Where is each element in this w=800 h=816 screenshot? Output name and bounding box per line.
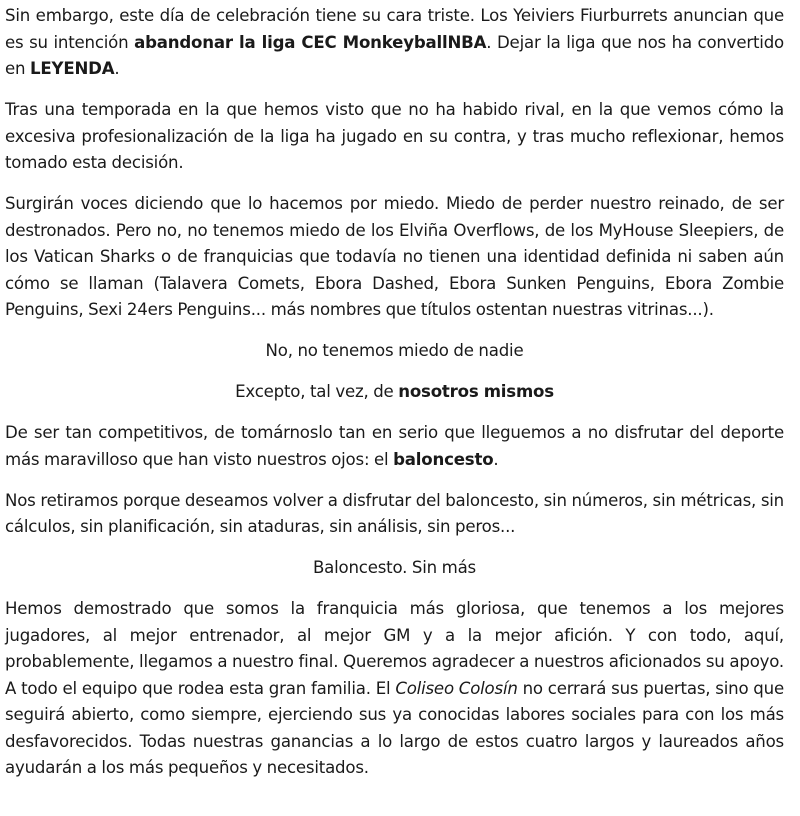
paragraph-season: Tras una temporada en la que hemos visto que no ha habido rival, en la que vemos cómo la excesiva profesionalización de la liga ha jugado en su contra, y tras mucho reflexionar, hemos tomado esta decisión. xyxy=(5,100,784,172)
bold-text: baloncesto xyxy=(393,449,494,469)
bold-text: abandonar la liga CEC MonkeyballNBA xyxy=(134,32,487,52)
centered-line-no-fear: No, no tenemos miedo de nadie xyxy=(265,341,524,360)
bold-text: nosotros mismos xyxy=(398,382,554,401)
paragraph-retire: Nos retiramos porque deseamos volver a disfrutar del baloncesto, sin números, sin métricas, sin cálculos, sin planificación, sin ataduras, sin análisis, sin peros... xyxy=(5,490,784,536)
bold-text: LEYENDA xyxy=(30,59,115,78)
italic-text: Coliseo Colosín xyxy=(395,678,518,698)
paragraph-fear: Surgirán voces diciendo que lo hacemos por miedo. Miedo de perder nuestro reinado, de ser destronados. Pero no, no tenemos miedo de los Elviña Overflows, de los MyHouse Sleepiers, de los Vatican Sharks o de franquicias que todavía no tienen una identidad definida ni saben aún cómo se llaman (Talavera Comets, Ebora Dashed, Ebora Sunken Penguins, Ebora Zombie Penguins, Sexi 24ers Penguins... más nombres que títulos ostentan nuestras vitrinas...). xyxy=(5,194,784,319)
centered-line-basketball: Baloncesto. Sin más xyxy=(312,558,477,577)
paragraph-competitive: De ser tan competitivos, de tomárnoslo tan en serio que lleguemos a no disfrutar del deporte más maravilloso que han visto nuestros ojos: el baloncesto. xyxy=(5,423,784,469)
paragraph-announcement: Sin embargo, este día de celebración tiene su cara triste. Los Yeiviers Fiurburrets anuncian que es su intención abandonar la liga CEC MonkeyballNBA. Dejar la liga que nos ha convertido en LEYENDA. xyxy=(5,6,784,78)
paragraph-farewell: Hemos demostrado que somos la franquicia más gloriosa, que tenemos a los mejores jugadores, al mejor entrenador, al mejor GM y a la mejor afición. Y con todo, aquí, probablemente, llegamos a nuestro final. Queremos agradecer a nuestros aficionados su apoyo. A todo el equipo que rodea esta gran familia. El Coliseo Colosín no cerrará sus puertas, sino que seguirá abierto, como siempre, ejerciendo sus ya conocidas labores sociales para con los más desfavorecidos. Todas nuestras ganancias a lo largo de estos cuatro largos y laureados años ayudarán a los más pequeños y necesitados. xyxy=(5,599,784,777)
centered-line-except: Excepto, tal vez, de nosotros mismos xyxy=(235,382,554,401)
